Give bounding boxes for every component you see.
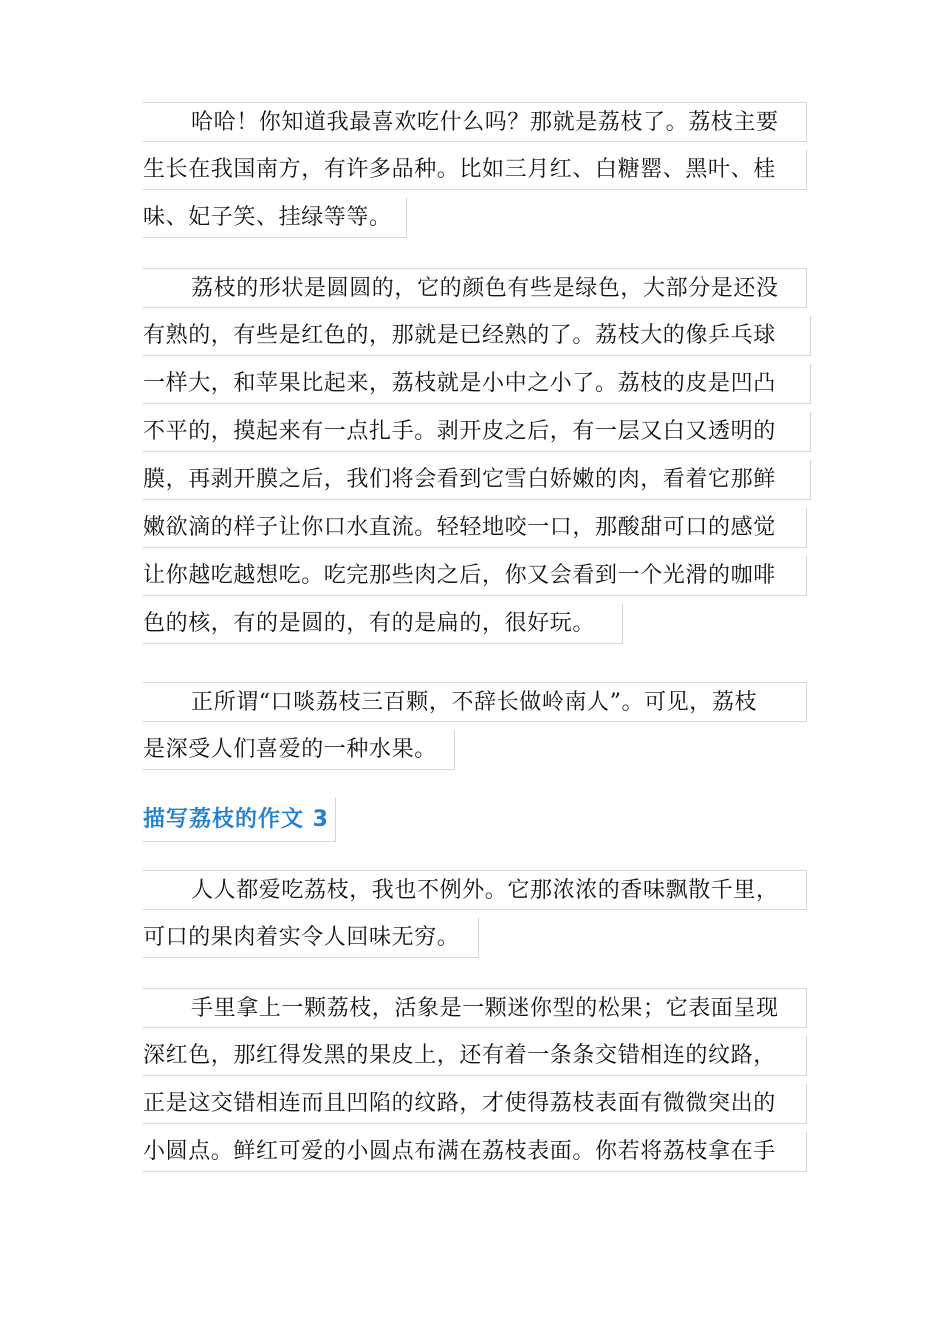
paragraph-2-line-8: 色的核，有的是圆的，有的是扁的，很好玩。 xyxy=(143,604,623,644)
paragraph-2-line-7: 让你越吃越想吃。吃完那些肉之后，你又会看到一个光滑的咖啡 xyxy=(143,556,807,596)
paragraph-5-line-1: 手里拿上一颗荔枝，活象是一颗迷你型的松果；它表面呈现 xyxy=(143,988,807,1028)
paragraph-2-line-6: 嫩欲滴的样子让你口水直流。轻轻地咬一口，那酸甜可口的感觉 xyxy=(143,508,807,548)
paragraph-1-line-3: 味、妃子笑、挂绿等等。 xyxy=(143,198,407,238)
paragraph-3-line-1: 正所谓“口啖荔枝三百颗，不辞长做岭南人”。可见，荔枝 xyxy=(143,682,807,722)
paragraph-2-line-4: 不平的，摸起来有一点扎手。剥开皮之后，有一层又白又透明的 xyxy=(143,412,811,452)
paragraph-1-line-1: 哈哈！你知道我最喜欢吃什么吗？那就是荔枝了。荔枝主要 xyxy=(143,102,807,142)
paragraph-4-line-1: 人人都爱吃荔枝，我也不例外。它那浓浓的香味飘散千里， xyxy=(143,870,807,910)
paragraph-3-line-2: 是深受人们喜爱的一种水果。 xyxy=(143,730,455,770)
paragraph-5-line-4: 小圆点。鲜红可爱的小圆点布满在荔枝表面。你若将荔枝拿在手 xyxy=(143,1132,807,1172)
paragraph-2-line-2: 有熟的，有些是红色的，那就是已经熟的了。荔枝大的像乒乓球 xyxy=(143,316,811,356)
paragraph-4-line-2: 可口的果肉着实令人回味无穷。 xyxy=(143,918,479,958)
paragraph-2-line-5: 膜，再剥开膜之后，我们将会看到它雪白娇嫩的肉，看着它那鲜 xyxy=(143,460,811,500)
paragraph-1-line-2: 生长在我国南方，有许多品种。比如三月红、白糖罂、黑叶、桂 xyxy=(143,150,807,190)
paragraph-2-line-3: 一样大，和苹果比起来，荔枝就是小中之小了。荔枝的皮是凹凸 xyxy=(143,364,811,404)
paragraph-5-line-3: 正是这交错相连而且凹陷的纹路，才使得荔枝表面有微微突出的 xyxy=(143,1084,807,1124)
section-heading: 描写荔枝的作文 3 xyxy=(143,798,336,842)
paragraph-2-line-1: 荔枝的形状是圆圆的，它的颜色有些是绿色，大部分是还没 xyxy=(143,268,807,308)
paragraph-5-line-2: 深红色，那红得发黑的果皮上，还有着一条条交错相连的纹路， xyxy=(143,1036,807,1076)
